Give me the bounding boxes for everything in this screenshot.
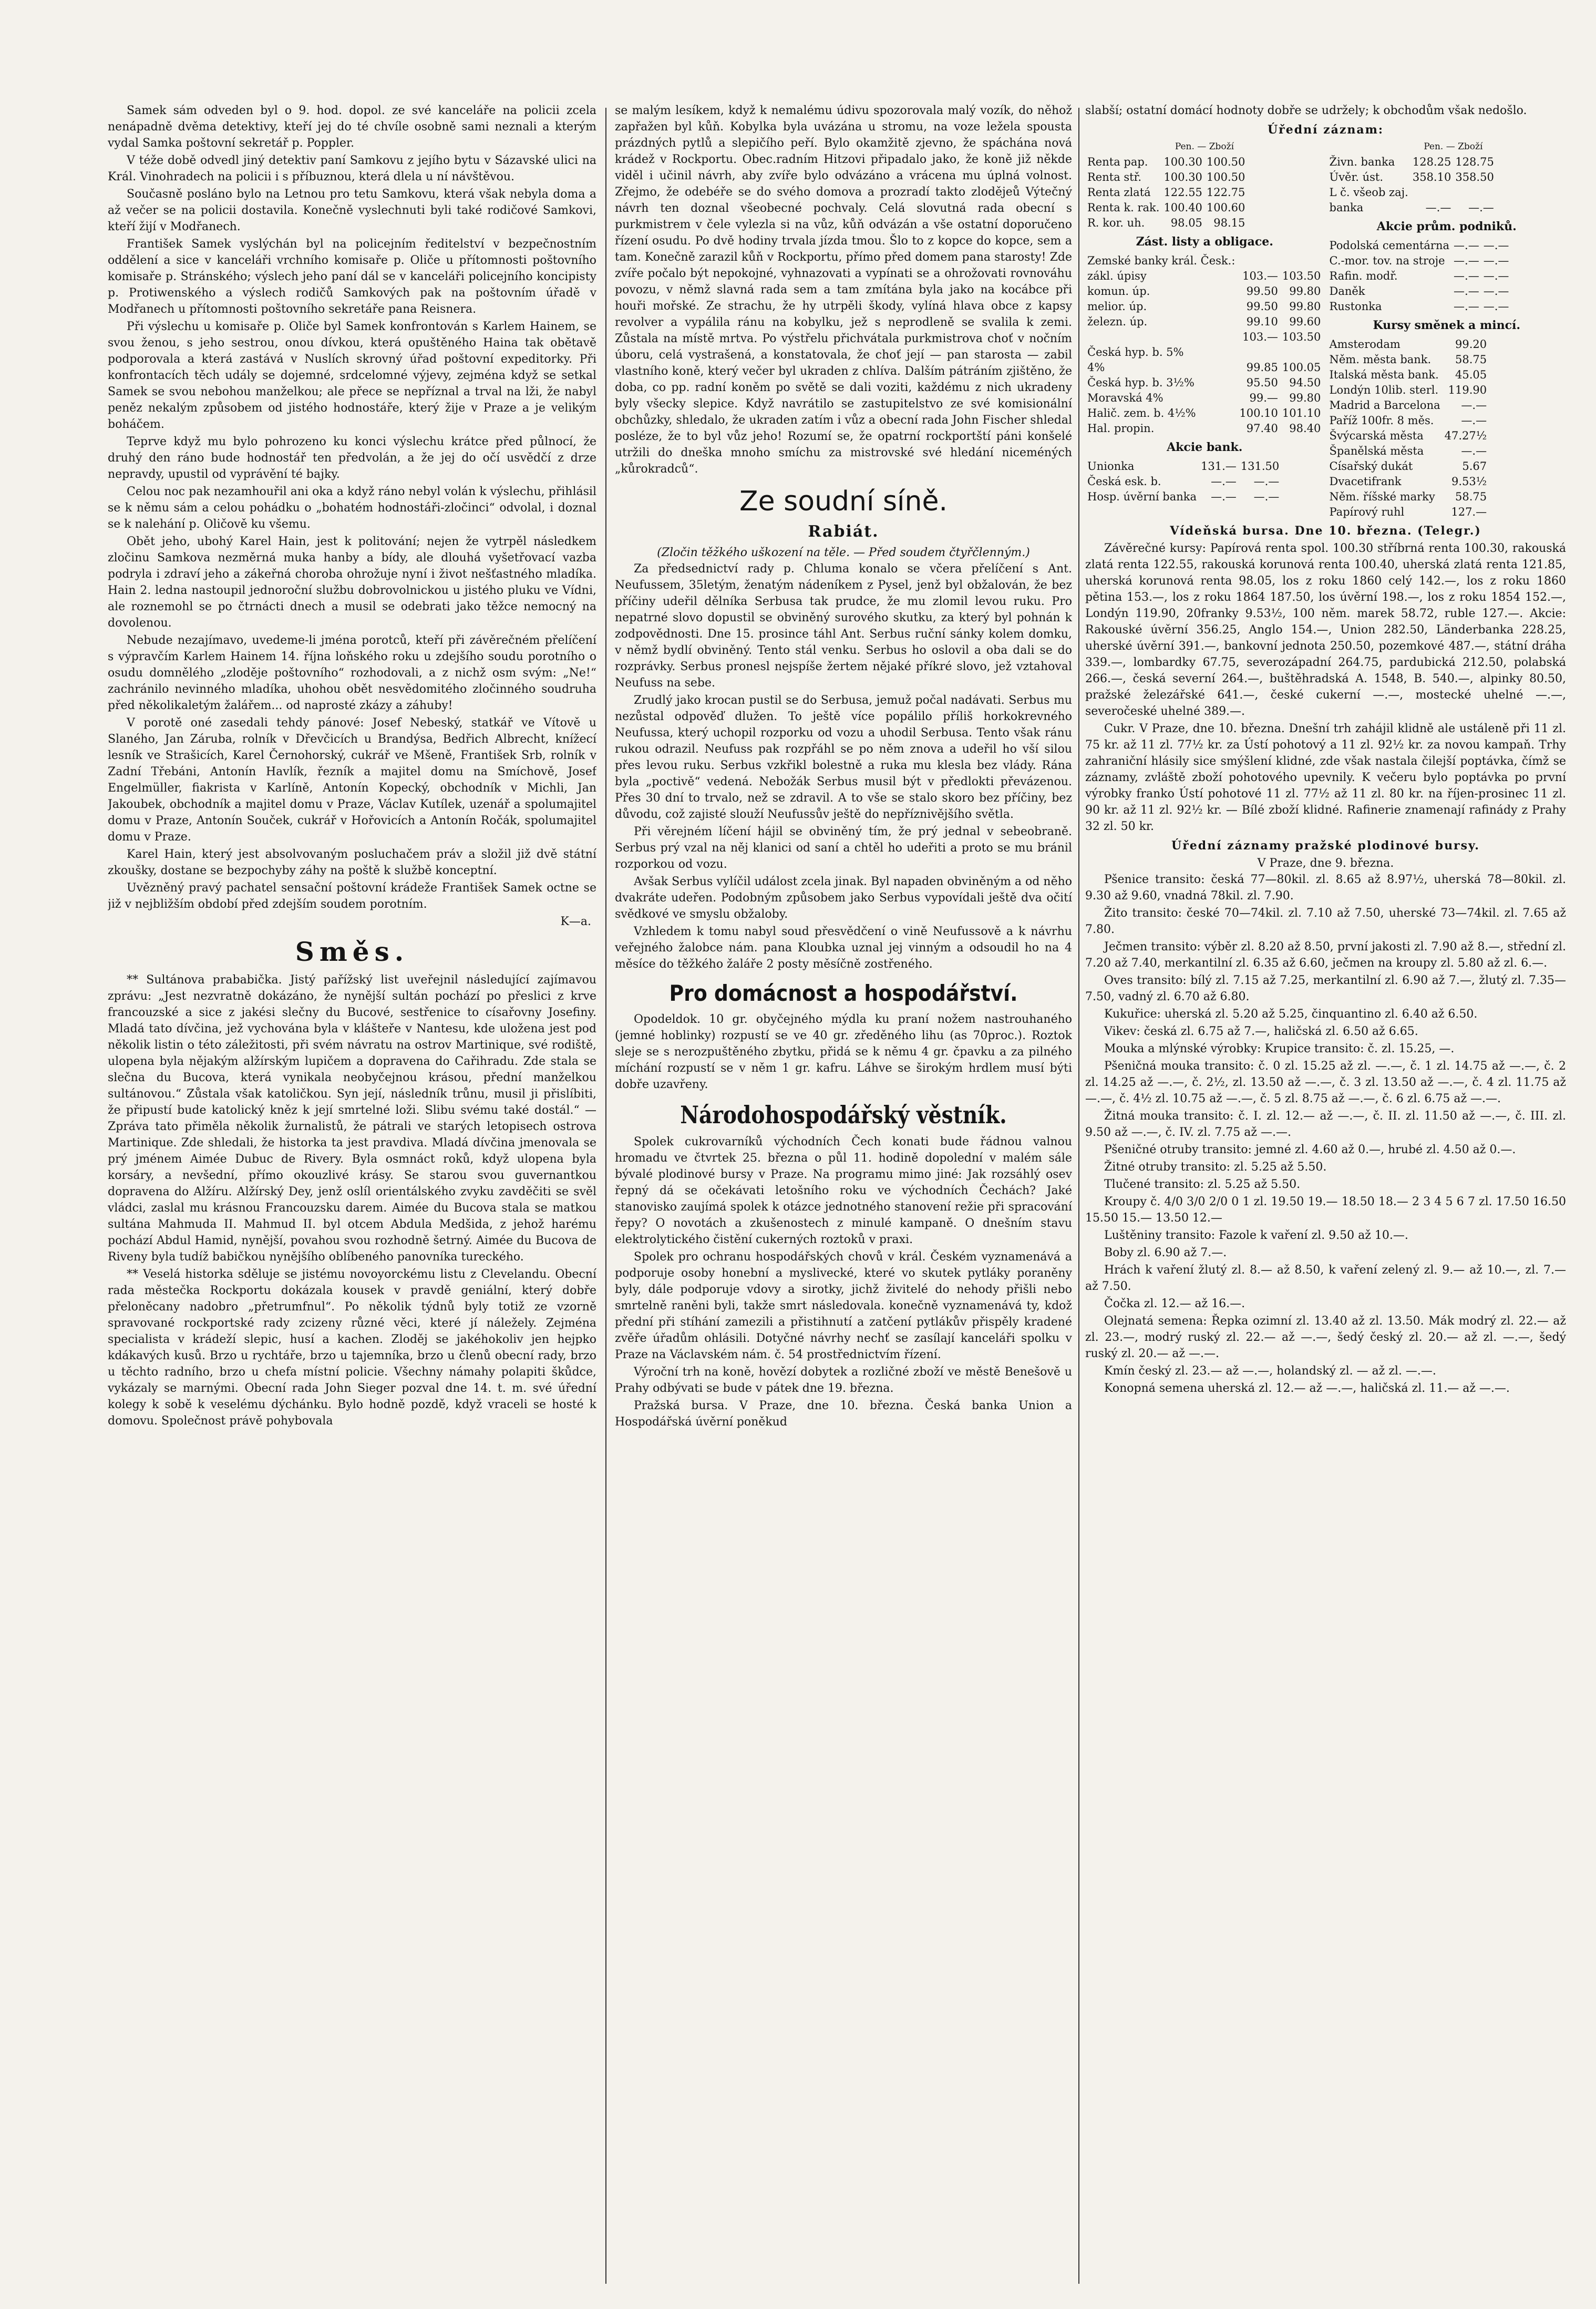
table-row bbox=[1327, 269, 1511, 284]
paragraph: Závěrečné kursy: Papírová renta spol. 100.30 stříbrná renta 100.30, rakouská zlatá renta 122.55, rakouská korunová renta 100.40, uherská zlatá renta 121.85, uherská korunová renta 98.05, los z roku 1860 celý 142.—, los z roku 1860 pětina 153.—, los z roku 1864 187.50, los úvěrní 198.—, los z roku 1854 152.—, Londýn 119.90, 20franky 9.53½, 100 něm. marek 58.72, ruble 127.—. Akcie: Rakouské úvěrní 356.25, Anglo 154.—, Union 282.50, Länderbanka 228.25, uherské úvěrní 391.—, bankovní jednota 250.50, pozemkové 487.—, státní dráha 339.—, lombardky 67.75, severozápadní 264.75, pardubická 212.50, polabská 266.—, česká severní 264.—, buštěhradská A. 1548, B. 540.—, alpinky 80.50, pražské železářské 641.—, české cukerní —.—, mostecké uhelné —.—, severočeské uhelné 389.—. bbox=[1085, 542, 1566, 718]
row-value: 128.25 bbox=[1412, 156, 1451, 168]
table-row bbox=[1085, 284, 1323, 299]
paragraph: Spolek pro ochranu hospodářských chovů v král. Českém vyznamenává a podporuje osoby honební a myslivecké, které vo skutek pytláky poraněny byly, dále podporuje vdovy a sirotky, jichž živitelé do nehody přišli nebo smrtelně raněni byli, takže smrt následovala. konečně vyznamenává ty, kdož přední při stíhání zamezili a přistihnutí a zatčení pytlákův přispěly kradené zvěře úřadům ohlásili. Dotyčné návrhy nechť se zasílají kanceláři spolku v Praze na Václavském nám. č. 54 prostřednictvím řízení. bbox=[615, 1250, 1072, 1361]
row-value: 98.15 bbox=[1213, 217, 1245, 229]
row-value: 95.50 bbox=[1246, 376, 1278, 389]
paragraph: Pšeničná mouka transito: č. 0 zl. 15.25 až zl. —.—, č. 1 zl. 14.75 až —.—, č. 2 zl. 14.25 až —.—, č. 2½, zl. 13.50 až —.—, č. 3 zl. 13.50 až —.—, č. 4 zl. 11.75 až —.—, č. 4½ zl. 10.75 až —.—, č. 5 zl. 8.75 až —.—, č. 6 zl. 6.75 až —.—. bbox=[1085, 1060, 1566, 1105]
paragraph: Hrách k vaření žlutý zl. 8.— až 8.50, k vaření zelený zl. 9.— až 10.—, zl. 7.— až 7.50. bbox=[1085, 1264, 1566, 1293]
row-label: Daněk bbox=[1329, 285, 1365, 297]
row-label: Hosp. úvěrní banka bbox=[1087, 490, 1197, 503]
paragraph: V porotě oné zasedali tehdy pánové: Josef Nebeský, statkář ve Vítově u Slaného, Jan Záruba, rolník v Dřevčicích u Brandýsa, Bedřich Albrecht, knížecí lesník ve Strašicích, Karel Černohorský, cukrář ve Mšeně, František Srb, rolník v Zadní Třebáni, Antonín Havlík, řezník a majitel domu na Smíchově, Josef Engelmüller, fiakrista v Karlíně, Antonín Kopecký, obchodník v Michli, Jan Jakoubek, obchodník a majitel domu v Praze, Václav Kutílek, uzenář a spolumajitel domu v Praze, Antonín Souček, cukrář v Hořovicích a Antonín Ročák, spolumajitel domu v Praze. bbox=[108, 716, 596, 844]
column-divider bbox=[605, 108, 606, 2284]
paragraph: Pšenice transito: česká 77—80kil. zl. 8.65 až 8.97½, uherská 78—80kil. zl. 9.30 až 9.60, vnadná 78kil. zl. 7.90. bbox=[1085, 873, 1566, 902]
row-value: —.— bbox=[1461, 414, 1487, 427]
row-value: 99.10 bbox=[1246, 315, 1278, 328]
row-label: Moravská 4% bbox=[1087, 392, 1163, 404]
row-value: 103.— bbox=[1242, 331, 1278, 343]
table-row bbox=[1085, 185, 1247, 200]
row-label: Renta stř. bbox=[1087, 171, 1142, 183]
row-value: 101.10 bbox=[1282, 407, 1321, 419]
paragraph: Kukuřice: uherská zl. 5.20 až 5.25, činquantino zl. 6.40 až 6.50. bbox=[1104, 1008, 1478, 1021]
row-value: 47.27½ bbox=[1444, 429, 1487, 442]
paragraph: Olejnatá semena: Řepka ozimní zl. 13.40 až zl. 13.50. Mák modrý zl. 22.— až zl. 23.—, modrý ruský zl. 22.— až —.—, šedý český zl. 20.— až zl. —.—, šedý ruský zl. 20.— až —.—. bbox=[1085, 1315, 1566, 1360]
row-value: 58.75 bbox=[1455, 490, 1487, 503]
table-row bbox=[1327, 413, 1489, 428]
table-row bbox=[1327, 253, 1511, 269]
table-row bbox=[1327, 489, 1489, 505]
paragraph: ** Sultánova prababička. Jistý pařížský list uveřejnil následující zajímavou zprávu: „Jest nezvratně dokázáno, že nynější sultán pochází po přeslici z krve francouzské a sice z jakési slečny du Bucové, sestřenice to císařovny Josefiny. Mladá tato dívčina, jež vychována byla v klášteře v Nantesu, kde uložena jest pod několik listin o této záležitosti, při svém návratu na ostrov Martinique, své rodiště, ulopena byla nějakým alžírským lupičem a dopravena do Cařihradu. Zde stala se slečna du Bucova, která vynikala neobyčejnou krásou, přední manželkou sultánovou.“ Zůstala však katoličkou. Syn její, následník trůnu, musil ji přislíbiti, že připustí bude katolický kněz k její smrtelné loži. Slibu svému také dostál.“ — Zpráva tato přiměla několik žurnalistů, že pátrali ve starých letopisech ostrova Martinique. Zde shledali, že historka ta jest pravdiva. Mladá dívčina jmenovala se prý jménem Aimée Dubuc de Rivery. Byla osmnáct roků, když ulopena byla korsáry, a nevšední, přímo okouzlivé krásy. Se starou svou guvernantkou dopravena do Alžíru. Alžírský Dey, jenž oslíl orientálského zvyku zavděčiti se svěl vládci, zaslal mu krásnou Francouzsku darem. Aimée du Bucova stala se matkou sultána Mahmuda II. Mahmud II. byl otcem Abdula Medšida, z jehož harému pochází Abdul Hamid, nynější, povahou svou rozhodně šetrný. Aimée du Bucova de Riveny byla tudíž babičkou nynějšího oblíbeného panovníka tureckého. bbox=[108, 973, 596, 1264]
row-label: Úvěr. úst. bbox=[1329, 171, 1383, 183]
official-quotes-left bbox=[1085, 139, 1247, 231]
table-row bbox=[1085, 489, 1281, 505]
row-label: Unionka bbox=[1087, 460, 1135, 473]
table-row bbox=[1327, 367, 1489, 383]
table-row bbox=[1327, 505, 1489, 520]
paragraph: Celou noc pak nezamhouřil ani oka a když ráno nebyl volán k výslechu, přihlásil se k němu sám a celou pohádku o „bohatém hodnostáři-zločinci“ odvolal, i doznal se k nalehání p. Oličově ku všemu. bbox=[108, 485, 596, 531]
row-label: Paříž 100fr. 8 měs. bbox=[1329, 414, 1434, 427]
row-value: 99.— bbox=[1249, 392, 1278, 404]
row-value: 94.50 bbox=[1289, 376, 1321, 389]
row-label: banka bbox=[1329, 201, 1364, 214]
paragraph: Žito transito: české 70—74kil. zl. 7.10 až 7.50, uherské 73—74kil. zl. 7.65 až 7.80. bbox=[1085, 907, 1566, 936]
row-value: 99.20 bbox=[1455, 338, 1487, 351]
row-value: 98.05 bbox=[1170, 217, 1202, 229]
paragraph: ** Veselá historka sděluje se jistému novoyorckému listu z Clevelandu. Obecní rada městečka Rockportu dokázala kousek v pravdě geniální, který dobře přeloněcany nadobro „přetrumfnul“. Po několik týdnů byly totiž ze vzorně spravované rockportské rady zcizeny různé věci, které jí náležely. Zejména specialista v krádeží slepic, husí a kachen. Zloděj se jakéhokoliv jen hejpko kdákavých kusů. Brzo u rychtáře, brzo u tajemníka, brzo u členů obecní rady, brzo u těchto radního, brzo u chefa místní policie. Všechny námahy polapiti škůdce, vykázaly se marnými. Obecní rada John Sieger pozval dne 14. t. m. své úřední kolegy k sobě k veselému dýchánku. Bylo hodně pozdě, když vraceli se hosté k domovu. Společnost právě pohybovala bbox=[108, 1268, 596, 1428]
table-row bbox=[1085, 421, 1323, 436]
table-row bbox=[1085, 269, 1323, 284]
row-value: 100.10 bbox=[1239, 407, 1278, 419]
row-value: 100.05 bbox=[1282, 361, 1321, 374]
paragraph: Tlučené transito: zl. 5.25 až 5.50. bbox=[1104, 1178, 1301, 1191]
row-value: 127.— bbox=[1451, 506, 1487, 518]
paragraph: Mouka a mlýnské výrobky: Krupice transito: č. zl. 15.25, —. bbox=[1104, 1042, 1455, 1055]
table-row bbox=[1327, 428, 1489, 444]
row-value: 99.60 bbox=[1289, 315, 1321, 328]
row-label: 4% bbox=[1087, 361, 1105, 374]
article-title-rabiat: Rabiát. bbox=[808, 522, 879, 541]
paragraph: se malým lesíkem, když k nemalému údivu spozorovala malý vozík, do něhož zapřažen byl kůň. Kobylka byla uvázána u stromu, na voze ležela spousta prázdných pytlů a slepičího peří. Bylo okamžitě zjevno, že spáchána nová krádež v Rockportu. Obec.radním Hitzovi připadalo jako, že koně již někde viděl i učinil návrh, aby zvíře bylo odvázáno a vrácena mu úplná volnost. Zřejmo, že odebéře se do svého domova a prozradí takto zlodějeů Výtečný návrh ten doznal všeobecné pochvaly. Celá slovutná rada obecní s purkmistrem v čele vylezla si na vůz, kůň odvázán a vše ostatní doporučeno řízení osudu. Po dvě hodiny trvala jízda tmou. Šlo to z kopce do kopce, sem a tam. Konečně zarazil kůň v Rockportu, přímo před domem pana starosty! Zde zvíře počalo být nepokojné, vyhnazovati a vypínati se a ohrožovati rovnováhu povozu, v němž slavná rada sem a tam zmítána byla jako na kocábce při houři mořské. Ze strachu, že hy utrpěli škody, vylíná hlava obce z kapsy revolver a vypálila ránu na kobylku, jež s neprodleně se svalila k zemi. Zůstala na místě mrtva. Po výstřelu přichvátala purkmistrova choť v nočním úboru, celá vystrašená, a konstatovala, že choť její — pan starosta — zabil vlastního koně, který večer byl ukraden z chlíva. Dalším pátráním zjištěno, že doba, co pp. radní koněm po světě se dali voziti, každému z nich ukradeny byly všecky slepice. Když navrátilo se zastupitelstvo ze své komisionální obchůzky, shledalo, že ukraden zatím i vůz a obecní rada John Fischer shledal posléze, že to byl vůz jeho! Rozumí se, že opatrní rockportští páni konšelé utržili do dneška mnoho smíchu za mistrovské své hledání niceméných „kůrokradců“. bbox=[615, 104, 1072, 476]
row-value: 131.— bbox=[1201, 460, 1237, 473]
paragraph: Za předsednictví rady p. Chluma konalo se včera přelíčení s Ant. Neufussem, 35letým, ženatým nádeníkem z Pysel, jenž byl obžalován, že bez příčiny udeřil dělníka Serbusa tak prudce, že mu zlomil levou ruku. Pro nepatrné slovo dopustil se obviněný surového skutku, za který byl pohnán k zodpovědnosti. Dne 15. prosince táhl Ant. Serbus ruční sánky kolem domku, v němž bydlí obviněný. Tento stál venku. Serbus ho oslovil a oba dali se do rozprávky. Serbus pronesl nejspíše žertem nějaké příkré slovo, jež vztahoval Neufuss na sebe. bbox=[615, 562, 1072, 690]
row-label: Italská města bank. bbox=[1329, 368, 1439, 381]
row-label: Zemské banky král. Česk.: bbox=[1087, 254, 1235, 267]
row-value: —.— bbox=[1253, 490, 1280, 503]
row-value: —.— bbox=[1483, 239, 1509, 252]
table-row bbox=[1085, 314, 1323, 330]
paragraph: Teprve když mu bylo pohrozeno ku konci výslechu krátce před půlnocí, že druhý den ráno bude hodnostář ten předvolán, a že jej do očí usvědčí z drze nepravdy, upustil od vyprávění té bajky. bbox=[108, 435, 596, 481]
paragraph: Současně posláno bylo na Letnou pro tetu Samkovu, která však nebyla doma a až večer se na policii dostavila. Konečně vyslechnuti byli také rodičové Samkovi, kteří žijí v Modřanech. bbox=[108, 188, 596, 233]
row-label: Česká hyp. b. 5% bbox=[1087, 346, 1184, 358]
produce-bourse-title: Úřední záznamy pražské plodinové bursy. bbox=[1171, 839, 1480, 853]
row-label: Papírový ruhl bbox=[1329, 506, 1405, 518]
row-value: 119.90 bbox=[1448, 384, 1487, 396]
paragraph: Obět jeho, ubohý Karel Hain, jest k politování; nejen že vytrpěl následkem zločinu Samkova nezměrná muka hanby a bídy, ale dlouhá vyšetřovací vazba podryla i zdraví jeho a zákeřná choroba ohrožuje nyní i život nešťastného mladíka. Hain 2. ledna nastoupil jednoroční službu dobrovolnickou u jistého pluku ve Vídni, ale roznemohl se po čtrnácti dnech a musil se odebrati jako těžce nemocný na dovolenou. bbox=[108, 535, 596, 630]
row-value: 98.40 bbox=[1289, 422, 1321, 435]
row-value bbox=[1237, 345, 1280, 360]
row-label: Hal. propin. bbox=[1087, 422, 1155, 435]
table-row bbox=[1327, 170, 1496, 185]
row-value: 358.10 bbox=[1412, 171, 1451, 183]
row-value: 99.80 bbox=[1289, 285, 1321, 297]
row-label: Něm. říšské marky bbox=[1329, 490, 1435, 503]
table-row bbox=[1085, 215, 1247, 231]
row-value: 97.40 bbox=[1246, 422, 1278, 435]
row-value: 45.05 bbox=[1455, 368, 1487, 381]
paragraph: Žitné otruby transito: zl. 5.25 až 5.50. bbox=[1104, 1161, 1327, 1174]
bank-shares-table bbox=[1085, 459, 1281, 505]
row-value: 99.50 bbox=[1246, 285, 1278, 297]
paragraph: Vzhledem k tomu nabyl soud přesvědčení o vině Neufussově a k návrhu veřejného žalobce nám. pana Kloubka uznal jej vinným a odsoudil ho na 4 měsíce do těžkého žaláře 2 posty měsíčně zostřeného. bbox=[615, 925, 1072, 971]
row-value: 358.50 bbox=[1455, 171, 1494, 183]
row-label bbox=[1085, 330, 1237, 345]
column-2 bbox=[615, 102, 1072, 2284]
row-value: 100.50 bbox=[1206, 171, 1245, 183]
paragraph: Vikev: česká zl. 6.75 až 7.—, haličská zl. 6.50 až 6.65. bbox=[1104, 1025, 1418, 1038]
table-row bbox=[1327, 299, 1511, 314]
bonds-table bbox=[1085, 253, 1323, 436]
row-label: Česká esk. b. bbox=[1087, 475, 1161, 488]
row-value bbox=[1410, 185, 1453, 200]
row-value bbox=[1280, 345, 1323, 360]
exchange-rates-table bbox=[1327, 337, 1489, 520]
row-value: —.— bbox=[1483, 254, 1509, 267]
paragraph: Při výslechu u komisaře p. Oliče byl Samek konfrontován s Karlem Hainem, se svou ženou, s jeho sestrou, onou dívkou, která opuštěného Haina tak obětavě podporovala a která zastává v Nuslích skrovný úřad poštovní expeditorky. Při konfrontacích těch udály se dojemné, srdcelomné výjevy, zejména když se setkal Samek se svou nebohou manželkou; ale přece se nepříznal a trval na lži, že nabyl peněz nekalým způsobem od jistého hodnostáře, který žije v Praze a je velikým boháčem. bbox=[108, 320, 596, 431]
table-row bbox=[1327, 284, 1511, 299]
row-value: 100.30 bbox=[1163, 156, 1202, 168]
table-row bbox=[1085, 474, 1281, 489]
paragraph: Boby zl. 6.90 až 7.—. bbox=[1104, 1246, 1227, 1259]
row-value: —.— bbox=[1454, 300, 1479, 313]
table-row bbox=[1085, 253, 1323, 269]
row-label: Amsterodam bbox=[1329, 338, 1401, 351]
paragraph: Při věrejném líčení hájil se obviněný tím, že prý jednal v sebeobraně. Serbus prý vzal na něj klanici od saní a chtěl ho udeřiti a proto se mu bránil rozporkou od vozu. bbox=[615, 825, 1072, 871]
row-value: —.— bbox=[1483, 285, 1509, 297]
table-row bbox=[1327, 200, 1496, 215]
row-label: železn. úp. bbox=[1087, 315, 1148, 328]
row-label: Renta zlatá bbox=[1087, 186, 1151, 199]
column-3 bbox=[1085, 102, 1566, 2284]
row-value: 58.75 bbox=[1455, 353, 1487, 366]
paragraph: V téže době odvedl jiný detektiv paní Samkovu z jejího bytu v Sázavské ulici na Král. Vinohradech na policii i s příbuznou, která dlela u ní návštěvou. bbox=[108, 154, 596, 183]
table-row bbox=[1327, 238, 1511, 253]
paragraph: Uvězněný pravý pachatel sensační poštovní krádeže František Samek octne se již v nejbližším období před zdejším soudem porotním. bbox=[108, 881, 596, 911]
row-value: —.— bbox=[1425, 201, 1451, 214]
row-label: komun. úp. bbox=[1087, 285, 1150, 297]
row-label: Španělská města bbox=[1329, 445, 1424, 457]
row-label: Renta pap. bbox=[1087, 156, 1148, 168]
table-row bbox=[1085, 170, 1247, 185]
row-label: R. kor. uh. bbox=[1087, 217, 1145, 229]
table-row bbox=[1085, 330, 1323, 345]
row-label: melior. úp. bbox=[1087, 300, 1147, 313]
row-value: 99.85 bbox=[1246, 361, 1278, 374]
row-label: Renta k. rak. bbox=[1087, 201, 1160, 214]
row-value bbox=[1453, 185, 1496, 200]
row-value: 100.30 bbox=[1163, 171, 1202, 183]
row-value: 5.67 bbox=[1462, 460, 1487, 473]
row-label: C.-mor. tov. na stroje bbox=[1329, 254, 1445, 267]
section-title-domacnost: Pro domácnost a hospodářství. bbox=[669, 980, 1018, 1006]
industrial-shares-table bbox=[1327, 238, 1511, 314]
paragraph: Kroupy č. 4/0 3/0 2/0 0 1 zl. 19.50 19.— 18.50 18.— 2 3 4 5 6 7 zl. 17.50 16.50 15.50 15.— 13.50 12.— bbox=[1085, 1195, 1566, 1225]
row-value: 128.75 bbox=[1455, 156, 1494, 168]
row-value: 99.50 bbox=[1246, 300, 1278, 313]
row-value: —.— bbox=[1454, 254, 1479, 267]
section-title-soud: Ze soudní síně. bbox=[739, 486, 948, 517]
table-header: Pen. — Zboží bbox=[1424, 141, 1483, 152]
table-row bbox=[1327, 155, 1496, 170]
paragraph: Spolek cukrovarníků východních Čech konati bude řádnou valnou hromadu ve čtvrtek 25. března o půl 11. hodině dopolední v malém sále bývalé plodinové bursy v Praze. Na programu mimo jiné: Jak rozsáhlý osev řepný dá se očekávati letošního roku ve východních Čechách? Jaké stanovisko zaujímá spolek k otázce jednotného stanovení režie při spracování řepy? O novotách a zkušenostech z minulé kampaně. O dnešním stavu elektrolytického čistění cukerných roztoků v praxi. bbox=[615, 1135, 1072, 1246]
row-value: —.— bbox=[1454, 285, 1479, 297]
row-label: Švýcarská města bbox=[1329, 429, 1424, 442]
row-value: —.— bbox=[1211, 490, 1237, 503]
paragraph: Kmín český zl. 23.— až —.—, holandský zl. — až zl. —.—. bbox=[1104, 1364, 1436, 1378]
row-value bbox=[1237, 253, 1280, 269]
bank-shares-title: Akcie bank. bbox=[1167, 440, 1243, 454]
paragraph: Pšeničné otruby transito: jemné zl. 4.60 až 0.—, hrubé zl. 4.50 až 0.—. bbox=[1104, 1143, 1516, 1156]
paragraph: František Samek vyslýchán byl na policejním ředitelství v bezpečnostním oddělení a sice v kanceláři vrchního komisaře p. Oliče u přítomnosti poštovního komisaře p. Stránského; výslech jeho paní dál se v kanceláři policejního koncipisty p. Protiwenského a výslech rodičů Samkových pak na poštovním úřadě v Modřanech u přítomnosti poštovního sekretáře pana Reisnera. bbox=[108, 238, 596, 316]
table-row bbox=[1327, 337, 1489, 352]
row-value: —.— bbox=[1253, 475, 1280, 488]
table-row bbox=[1085, 459, 1281, 474]
paragraph: Cukr. V Praze, dne 10. března. Dnešní trh zahájil klidně ale ustáleně při 11 zl. 75 kr. až 11 zl. 77½ kr. za Ústí pohotový a 11 zl. 92½ kr. za novou kampaň. Trhy zahraniční hlásily sice smýšlení klidné, zde však nastala čilejší poptávka, čímž se záznamy, zvláště zboží pohotového upevnily. K večeru bylo poptávka po první výrobky franko Ústí pohotové 11 zl. 77½ až 11 zl. 80 kr. na říjen-prosinec 11 zl. 90 kr. až 11 zl. 92½ kr. — Bílé zboží klidné. Rafinerie znamenají rafinády z Prahy 32 zl. 50 kr. bbox=[1085, 722, 1566, 833]
row-value: —.— bbox=[1468, 201, 1494, 214]
row-value: 103.50 bbox=[1282, 270, 1321, 282]
table-row bbox=[1327, 459, 1489, 474]
row-value: 122.75 bbox=[1206, 186, 1245, 199]
paragraph: Pražská bursa. V Praze, dne 10. března. Česká banka Union a Hospodářská úvěrní poněkud bbox=[615, 1399, 1072, 1429]
row-value: 9.53½ bbox=[1451, 475, 1487, 488]
row-value: —.— bbox=[1454, 239, 1479, 252]
column-divider bbox=[1078, 108, 1079, 2284]
row-label: zákl. úpisy bbox=[1087, 270, 1147, 282]
row-label: Císařský dukát bbox=[1329, 460, 1413, 473]
paragraph: Konopná semena uherská zl. 12.— až —.—, haličská zl. 11.— až —.—. bbox=[1104, 1382, 1510, 1395]
row-label: Podolská cementárna bbox=[1329, 239, 1450, 252]
row-value: 103.50 bbox=[1282, 331, 1321, 343]
paragraph: Čočka zl. 12.— až 16.—. bbox=[1104, 1297, 1245, 1310]
row-value: —.— bbox=[1211, 475, 1237, 488]
row-value bbox=[1280, 253, 1323, 269]
table-row bbox=[1085, 391, 1323, 406]
row-value: 99.80 bbox=[1289, 300, 1321, 313]
row-value: —.— bbox=[1483, 300, 1509, 313]
paragraph: Oves transito: bílý zl. 7.15 až 7.25, merkantilní zl. 6.90 až 7.—, žlutý zl. 7.35—7.50, vadný zl. 6.70 až 6.80. bbox=[1085, 974, 1566, 1003]
row-label: Rafin. modř. bbox=[1329, 270, 1398, 282]
row-value: —.— bbox=[1454, 270, 1479, 282]
quotes-block bbox=[1085, 139, 1566, 520]
paragraph: Luštěniny transito: Fazole k vaření zl. 9.50 až 10.—. bbox=[1104, 1229, 1408, 1242]
column-1 bbox=[108, 102, 596, 2284]
row-value: 103.— bbox=[1242, 270, 1278, 282]
table-row bbox=[1327, 185, 1496, 200]
paragraph: Žitná mouka transito: č. I. zl. 12.— až —.—, č. II. zl. 11.50 až —.—, č. III. zl. 9.50 až —.—, č. IV. zl. 7.75 až —.—. bbox=[1085, 1110, 1566, 1139]
row-value: 100.50 bbox=[1206, 156, 1245, 168]
row-label: Dvacetifrank bbox=[1329, 475, 1402, 488]
table-row bbox=[1327, 444, 1489, 459]
row-value: 100.40 bbox=[1163, 201, 1202, 214]
paragraph: Výroční trh na koně, hovězí dobytek a rozličné zboží ve městě Benešově u Prahy odbývati se bude v pátek dne 19. března. bbox=[615, 1366, 1072, 1395]
row-label: Madrid a Barcelona bbox=[1329, 399, 1440, 412]
table-row bbox=[1327, 398, 1489, 413]
vienna-bourse-title: Vídeňská bursa. Dne 10. března. (Telegr.) bbox=[1170, 524, 1481, 538]
paragraph: Zrudlý jako krocan pustil se do Serbusa, jemuž počal nadávati. Serbus mu nezůstal odpověď dlužen. To ještě více popálilo příliš horkokrevného Neufussa, který uchopil rozporku od vozu a uhodil Serbusa. Tento však ránu rukou odrazil. Neufuss pak rozpřáhl se po něm znova a udeřil ho vší silou přes levou ruku. Serbus vzkřikl bolestně a ruka mu klesla bez vlády. Rána byla „poctivě“ vedená. Nebožák Serbus musil být v předlokti převázenou. Přes 30 dní to trvalo, než se zdravil. A to vše se stalo skoro bez příčiny, bez důvodu, což zajisté slouží Neufussův ještě do nepříznivějšího světla. bbox=[615, 694, 1072, 821]
paragraph: Opodeldok. 10 gr. obyčejného mýdla ku praní nožem nastrouhaného (jemné hoblinky) rozpustí se ve 40 gr. zředěného lihu (as 70proc.). Roztok sleje se s nerozpuštěného zbytku, přidá se k němu 4 gr. čpavku a za pilného míchání rozpustí se v něm 1 gr. kafru. Láhve se širokým hrdlem musí býti dobře uzavřeny. bbox=[615, 1013, 1072, 1091]
row-value: 99.80 bbox=[1289, 392, 1321, 404]
table-row bbox=[1085, 345, 1323, 360]
row-value: —.— bbox=[1483, 270, 1509, 282]
table-row bbox=[1327, 474, 1489, 489]
table-header: Pen. — Zboží bbox=[1175, 141, 1234, 152]
official-record-title: Úřední záznam: bbox=[1267, 123, 1384, 137]
signature: K—a. bbox=[560, 915, 591, 928]
row-label: L č. všeob zaj. bbox=[1329, 186, 1408, 199]
table-row bbox=[1327, 352, 1489, 367]
case-description: (Zločin těžkého uškození na těle. — Před soudem čtyřčlenným.) bbox=[657, 546, 1030, 559]
table-row bbox=[1085, 299, 1323, 314]
official-quotes-right bbox=[1327, 139, 1496, 215]
paragraph: Ječmen transito: výběr zl. 8.20 až 8.50, první jakosti zl. 7.90 až 8.—, střední zl. 7.20 až 7.40, merkantilní zl. 6.35 až 6.60, ječmen na kroupy zl. 5.80 až zl. 6.—. bbox=[1085, 940, 1566, 970]
row-value: 100.60 bbox=[1206, 201, 1245, 214]
article-samek bbox=[108, 102, 596, 930]
paragraph: Nebude nezajímavo, uvedeme-li jména porotců, kteří při závěrečném přelíčení s výpravčím Karlem Hainem 14. října loňského roku u zdejšího soudu porotního o osudu domnělého „zloděje poštovního“ rozhodovali, a z nichž osm svým: „Ne!“ zachránilo nevinného mladíka, uhohou obět nesvědomitého zločinného soudruha před několikaletým žalářem... od naprosté zkázy a záhuby! bbox=[108, 634, 596, 712]
section-title-narodohospodarsky: Národohospodářský věstník. bbox=[680, 1101, 1007, 1129]
exchange-rates-title: Kursy směnek a mincí. bbox=[1373, 319, 1521, 332]
table-row bbox=[1085, 375, 1323, 391]
industrial-shares-title: Akcie prům. podniků. bbox=[1376, 220, 1517, 233]
produce-list bbox=[1085, 871, 1566, 1397]
table-row bbox=[1085, 155, 1247, 170]
row-value: 122.55 bbox=[1163, 186, 1202, 199]
table-row bbox=[1085, 360, 1323, 375]
row-label: Česká hyp. b. 3½% bbox=[1087, 376, 1195, 389]
table-row bbox=[1085, 406, 1323, 421]
paragraph: Avšak Serbus vylíčil událost zcela jinak. Byl napaden obviněným a od něho dvakráte udeřen. Podobným způsobem jako Serbus vypovídali ještě dva očití svědkové ve smyslu obžaloby. bbox=[615, 875, 1072, 921]
table-row bbox=[1085, 200, 1247, 215]
section-title-smes: Směs. bbox=[295, 936, 409, 967]
paragraph: Samek sám odveden byl o 9. hod. dopol. ze své kanceláře na policii zcela nenápadně dvěma detektivy, kteří jej do té chvíle osobně sami neznali a kterým vydal Samka poštovní sekretář p. Poppler. bbox=[108, 104, 596, 150]
row-value: —.— bbox=[1461, 399, 1487, 412]
paragraph: slabší; ostatní domácí hodnoty dobře se udržely; k obchodům však nedošlo. bbox=[1085, 104, 1527, 117]
table-row bbox=[1327, 383, 1489, 398]
row-label: Živn. banka bbox=[1329, 156, 1395, 168]
row-value: 131.50 bbox=[1240, 460, 1280, 473]
produce-bourse-date: V Praze, dne 9. března. bbox=[1257, 857, 1394, 870]
row-label: Londýn 10lib. sterl. bbox=[1329, 384, 1439, 396]
row-value: —.— bbox=[1461, 445, 1487, 457]
row-label: Halič. zem. b. 4½% bbox=[1087, 407, 1196, 419]
paragraph: Karel Hain, který jest absolvovaným posluchačem práv a složil již dvě státní zkoušky, dostane se bezpochyby záhy na poště k službě konceptní. bbox=[108, 848, 596, 877]
row-label: Něm. města bank. bbox=[1329, 353, 1432, 366]
row-label: Rustonka bbox=[1329, 300, 1382, 313]
bonds-title: Zást. listy a obligace. bbox=[1136, 235, 1273, 249]
